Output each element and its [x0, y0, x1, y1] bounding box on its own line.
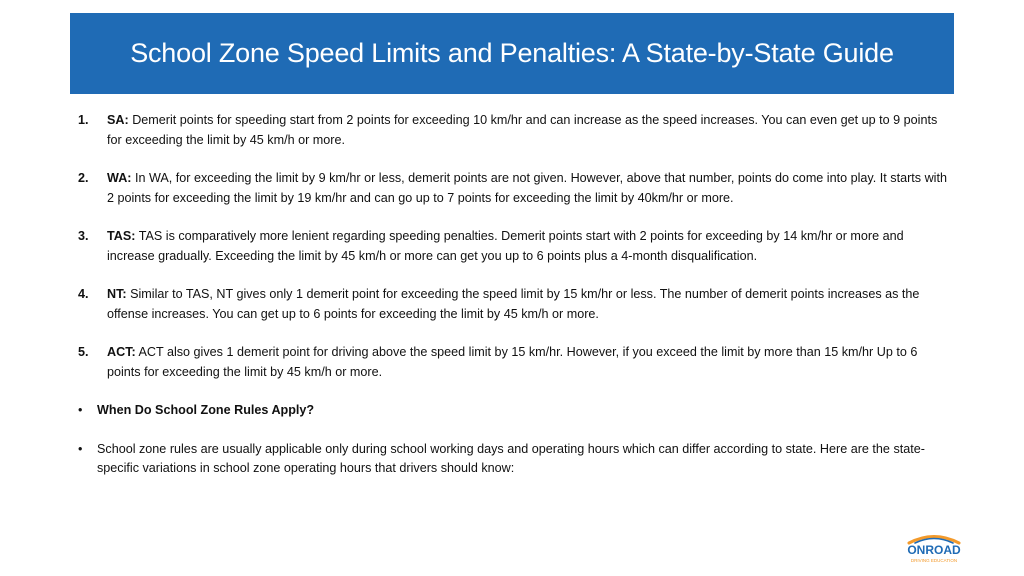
bullet-item-heading	[78, 401, 948, 421]
svg-text:ONROAD: ONROAD	[907, 543, 961, 557]
state-label: NT:	[107, 287, 127, 301]
onroad-logo-icon	[895, 531, 973, 565]
list-item-text: In WA, for exceeding the limit by 9 km/hr or less, demerit points are not given. However, above that number, points do come into play. It starts with 2 points for exceeding the limit by 19 km/hr and can go up to 7 points for exceeding the limit by 40km/hr or more.	[107, 171, 947, 205]
list-item-wa	[78, 169, 948, 208]
state-label: ACT:	[107, 345, 136, 359]
bullet-symbol: •	[78, 403, 83, 417]
list-item-tas	[78, 227, 948, 266]
list-item-text: TAS is comparatively more lenient regarding speeding penalties. Demerit points start with 2 points for exceeding by 14 km/hr or more and increase gradually. Exceeding the limit by 45 km/h or more can get you up to 6 points plus a 4-month disqualification.	[107, 229, 904, 263]
bullet-symbol: •	[78, 441, 83, 456]
content-body	[78, 111, 948, 498]
page-title: School Zone Speed Limits and Penalties: A State-by-State Guide	[130, 38, 894, 68]
bullet-text: School zone rules are usually applicable only during school working days and operating hours which can differ according to state. Here are the state-specific variations in school zone operating hours that drivers should know:	[97, 441, 925, 475]
bullet-text: When Do School Zone Rules Apply?	[97, 403, 315, 417]
title-banner	[70, 13, 954, 94]
list-item-text: Demerit points for speeding start from 2 points for exceeding 10 km/hr and can increase as the speed increases. You can even get up to 9 points for exceeding the limit by 45 km/h or more.	[107, 113, 938, 147]
list-number: 4.	[78, 287, 89, 301]
list-item-text: ACT also gives 1 demerit point for driving above the speed limit by 15 km/hr. However, if you exceed the limit by more than 15 km/hr Up to 6 points for exceeding the limit by 45 km/h or more.	[107, 345, 918, 379]
list-item-text: Similar to TAS, NT gives only 1 demerit point for exceeding the speed limit by 15 km/hr or less. The number of demerit points increases as the offense increases. You can get up to 6 points for exceeding the limit by 45 km/h or more.	[107, 287, 920, 321]
list-number: 5.	[78, 345, 89, 359]
list-number: 1.	[78, 113, 89, 127]
state-label: TAS:	[107, 229, 136, 243]
svg-text:DRIVING EDUCATION: DRIVING EDUCATION	[910, 558, 958, 563]
bullet-item-paragraph	[78, 440, 948, 479]
list-item-sa	[78, 111, 948, 150]
list-item-nt	[78, 285, 948, 324]
state-label: WA:	[107, 171, 132, 185]
state-label: SA:	[107, 113, 129, 127]
list-number: 3.	[78, 229, 89, 243]
list-item-act	[78, 343, 948, 382]
onroad-logo	[895, 531, 973, 565]
list-number: 2.	[78, 171, 89, 185]
